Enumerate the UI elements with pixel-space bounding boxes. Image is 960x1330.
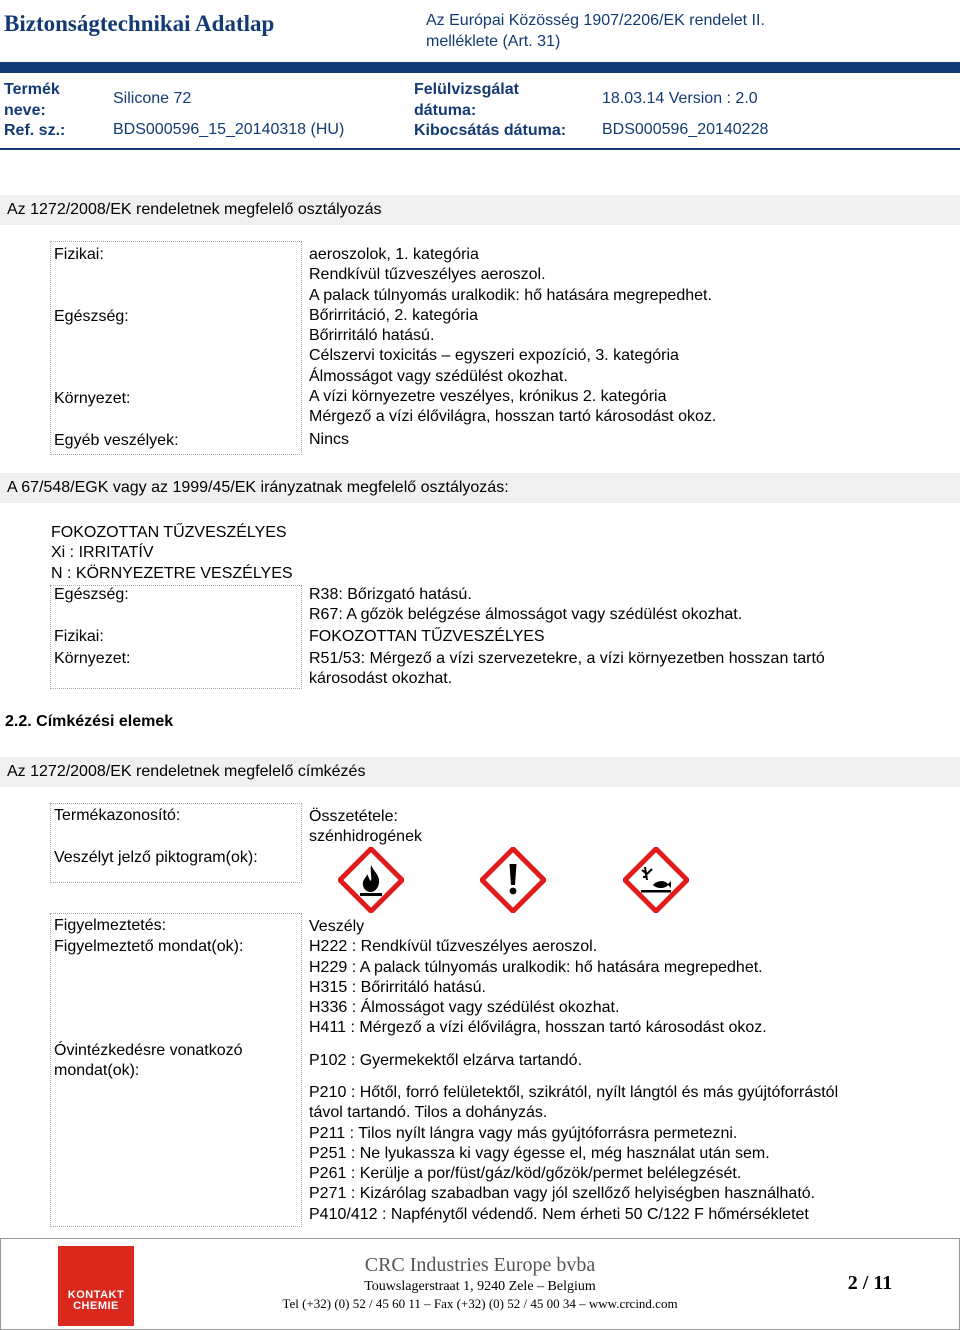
precautionary-statements-label (54, 1041, 243, 1081)
company-contact: Tel (+32) (0) 52 / 45 60 11 – Fax (+32) (0) 52 / 45 00 34 – www.crcind.com (282, 1296, 678, 1311)
clp-line: aeroszolok, 1. kategória (309, 246, 479, 263)
clp-line: Rendkívül tűzveszélyes aeroszol. (309, 266, 546, 284)
signal-and-hazards (309, 917, 949, 1039)
dsd-class-list (51, 523, 293, 584)
review-date-label-line-1: Felülvizsgálat (414, 81, 519, 98)
clp-health-label: Egészség: (54, 308, 129, 325)
dsd-physical-value: FOKOZOTTAN TŰZVESZÉLYES (309, 627, 545, 645)
hazard-statement: H222 : Rendkívül tűzveszélyes aeroszol. (309, 938, 598, 956)
issue-date-label: Kibocsátás dátuma: (414, 122, 567, 139)
logo-line-2: CHEMIE (73, 1300, 119, 1312)
ref-number-value: BDS000596_15_20140318 (HU) (113, 121, 345, 138)
dsd-environment-label: Környezet: (54, 650, 131, 667)
precautionary-statement: P210 : Hőtől, forró felületektől, szikrától, nyílt lángtól és más gyújtóforrástól (309, 1084, 839, 1101)
hazard-statement: H336 : Álmosságot vagy szédülést okozhat. (309, 999, 620, 1017)
product-name-label-line-1: Termék (4, 81, 60, 98)
precautionary-label-line-2: mondat(ok): (54, 1062, 140, 1079)
regulation-reference (426, 10, 846, 52)
precautionary-statement: P271 : Kizárólag szabadban vagy jól szellőző helyiségben használható. (309, 1185, 816, 1203)
product-name-label (4, 79, 60, 121)
precautionary-statement: távol tartandó. Tilos a dohányzás. (309, 1104, 548, 1122)
dsd-classification-heading: A 67/548/EGK vagy az 1999/45/EK irányzatnak megfelelő osztályozás: (0, 473, 960, 503)
dsd-line: N : KÖRNYEZETRE VESZÉLYES (51, 564, 293, 582)
dsd-physical-label: Fizikai: (54, 628, 104, 645)
hazard-statement: H315 : Bőrirritáló hatású. (309, 978, 486, 996)
pictogram-label: Veszélyt jelző piktogram(ok): (54, 849, 258, 866)
hazard-statement: H411 : Mérgező a vízi élővilágra, hosszan tartó károsodást okoz. (309, 1019, 767, 1037)
signal-word-label: Figyelmeztetés: (54, 917, 167, 934)
composition-value: szénhidrogének (309, 828, 422, 846)
issue-date-value: BDS000596_20140228 (602, 121, 769, 138)
ref-number-label: Ref. sz.: (4, 122, 66, 139)
logo-line-1: KONTAKT (67, 1289, 125, 1301)
dsd-values (309, 585, 949, 689)
regulation-line-2: melléklete (Art. 31) (426, 33, 561, 50)
product-name-label-line-2: neve: (4, 102, 46, 119)
flame-icon (338, 847, 404, 913)
exclamation-icon (480, 847, 546, 913)
section-title-label-elements: 2.2. Címkézési elemek (5, 713, 174, 730)
document-title: Biztonságtechnikai Adatlap (4, 11, 275, 36)
clp-classification-list (309, 245, 949, 450)
clp-line: Álmosságot vagy szédülést okozhat. (309, 367, 568, 385)
hazard-statements-label: Figyelmeztető mondat(ok): (54, 938, 244, 955)
composition-label: Összetétele: (309, 808, 398, 825)
hazard-statement: H229 : A palack túlnyomás uralkodik: hő hatására megrepedhet. (309, 958, 763, 976)
dsd-env-r51-53: R51/53: Mérgező a vízi szervezetekre, a vízi környezetben hosszan tartó (309, 649, 825, 667)
composition (309, 807, 422, 848)
header-divider-bar (0, 62, 960, 73)
dsd-health-label: Egészség: (54, 586, 129, 603)
dsd-line: FOKOZOTTAN TŰZVESZÉLYES (51, 524, 287, 541)
clp-line: Nincs (309, 430, 350, 448)
clp-line: Bőrirritáló hatású. (309, 327, 435, 345)
precautionary-statement: P410/412 : Napfénytől védendő. Nem érheti 50 C/122 F hőmérsékletet (309, 1205, 809, 1223)
precautionary-statement: P261 : Kerülje a por/füst/gáz/köd/gőzök/permet belélegzését. (309, 1165, 742, 1183)
clp-line: Bőrirritáció, 2. kategória (309, 306, 478, 324)
precautionary-statement: P211 : Tilos nyílt lángra vagy más gyújtóforrásra permetezni. (309, 1124, 738, 1142)
dsd-env-r51-53-cont: károsodást okozhat. (309, 670, 453, 688)
page-number: 2 / 11 (847, 1272, 893, 1294)
signal-word-value: Veszély (309, 918, 365, 935)
environment-icon (623, 847, 689, 913)
meta-divider (0, 148, 960, 150)
regulation-line-1: Az Európai Közösség 1907/2206/EK rendelet II. (426, 12, 765, 29)
precautionary-statement: P251 : Ne lyukassza ki vagy égesse el, még használat után sem. (309, 1144, 770, 1162)
product-identifier-label: Termékazonosító: (54, 807, 181, 824)
clp-other-hazards-label: Egyéb veszélyek: (54, 432, 179, 449)
company-name: CRC Industries Europe bvba (364, 1254, 596, 1276)
precautionary-label-line-1: Óvintézkedésre vonatkozó (54, 1042, 243, 1059)
clp-line: A palack túlnyomás uralkodik: hő hatására megrepedhet. (309, 286, 712, 304)
clp-label-column (50, 241, 302, 455)
product-name-value: Silicone 72 (113, 90, 192, 107)
clp-environment-label: Környezet: (54, 390, 131, 407)
clp-physical-label: Fizikai: (54, 246, 104, 263)
clp-line: Mérgező a vízi élővilágra, hosszan tartó károsodást okoz. (309, 408, 717, 426)
precautionary-statements (309, 1083, 954, 1225)
clp-line: A vízi környezetre veszélyes, krónikus 2. kategória (309, 388, 667, 406)
review-date-value: 18.03.14 Version : 2.0 (602, 90, 758, 107)
clp-line: Célszervi toxicitás – egyszeri expozíció, 3. kategória (309, 347, 679, 365)
precautionary-statement-p102: P102 : Gyermekektől elzárva tartandó. (309, 1052, 583, 1069)
dsd-health-r67: R67: A gőzök belégzése álmosságot vagy szédülést okozhat. (309, 606, 743, 624)
dsd-health-r38: R38: Bőrizgató hatású. (309, 586, 472, 603)
review-date-label (414, 79, 519, 121)
dsd-line: Xi : IRRITATÍV (51, 544, 154, 562)
review-date-label-line-2: dátuma: (414, 102, 477, 119)
company-address: Touwslagerstraat 1, 9240 Zele – Belgium (364, 1279, 596, 1294)
clp-classification-heading: Az 1272/2008/EK rendeletnek megfelelő osztályozás (0, 195, 960, 225)
clp-labelling-heading: Az 1272/2008/EK rendeletnek megfelelő címkézés (0, 757, 960, 787)
